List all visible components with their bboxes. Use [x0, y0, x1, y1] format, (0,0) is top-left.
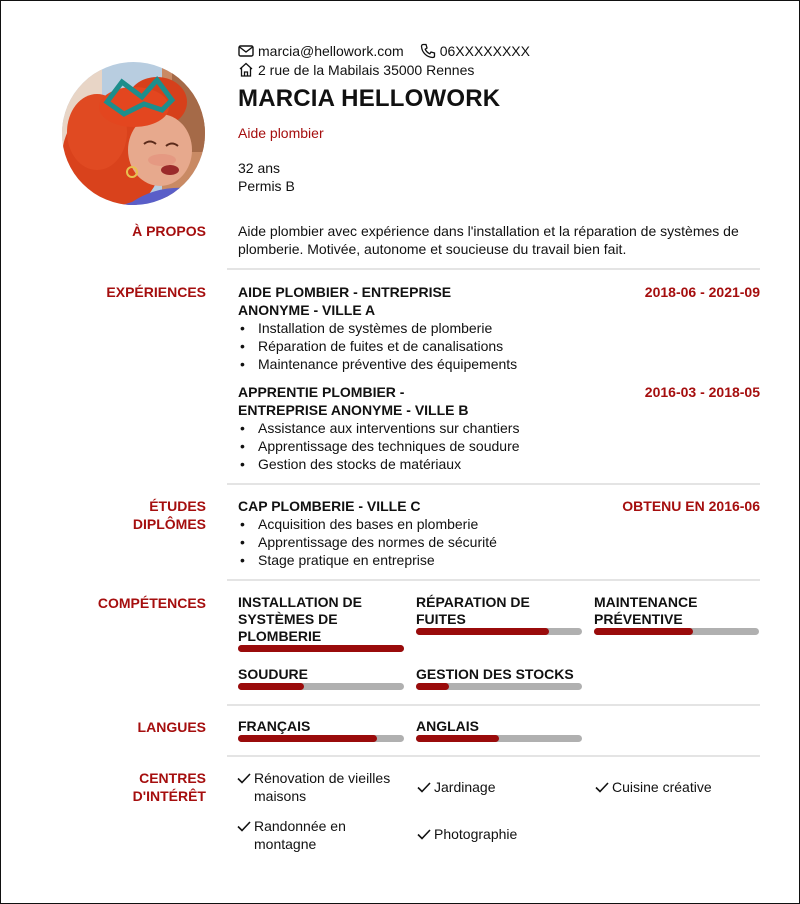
- interest-text: Jardinage: [434, 779, 496, 795]
- experience-date: 2016-03 - 2018-05: [644, 384, 760, 400]
- list-item: • Apprentissage des normes de sécurité: [258, 533, 760, 551]
- home-icon: [238, 62, 254, 77]
- education-date: OBTENU EN 2016-06: [622, 498, 760, 514]
- check-icon: [236, 818, 252, 834]
- interest-text: Photographie: [434, 826, 518, 842]
- interests-label: [1, 769, 206, 805]
- contact-block: [238, 41, 546, 79]
- interest-item: [236, 817, 386, 853]
- divider: [227, 483, 760, 485]
- email-item[interactable]: [238, 43, 404, 59]
- skill-bar: [238, 683, 404, 690]
- experience-title: APPRENTIE PLOMBIER - ENTREPRISE ANONYME - VILLE B: [238, 384, 469, 418]
- experiences-label: EXPÉRIENCES: [106, 284, 206, 300]
- skill-bar: [238, 645, 404, 652]
- skill-name: SOUDURE: [238, 666, 309, 682]
- list-item: • Apprentissage des techniques de soudure: [258, 437, 760, 455]
- phone-text: 06XXXXXXXX: [439, 42, 530, 59]
- experience-entry: [238, 283, 760, 373]
- skill-bar-fill: [238, 645, 404, 652]
- experience-entry: [238, 383, 760, 473]
- language-bar-fill: [416, 735, 499, 742]
- skill-bar-fill: [416, 628, 549, 635]
- experience-date: 2018-06 - 2021-09: [644, 284, 760, 300]
- about-label: À PROPOS: [132, 223, 206, 239]
- check-icon: [594, 779, 610, 795]
- skill-item: [594, 594, 760, 635]
- email-icon: [238, 44, 254, 58]
- job-title: Aide plombier: [238, 125, 324, 141]
- license-text: Permis B: [238, 178, 295, 194]
- list-item: • Stage pratique en entreprise: [258, 551, 760, 569]
- language-item: [416, 718, 582, 742]
- interest-text: Randonnée en montagne: [254, 818, 346, 852]
- divider: [227, 704, 760, 706]
- list-item: • Gestion des stocks de matériaux: [258, 455, 760, 473]
- candidate-name: MARCIA HELLOWORK: [238, 85, 501, 112]
- skill-bar: [416, 628, 582, 635]
- interests-label-line2: D'INTÉRÊT: [132, 788, 206, 804]
- language-bar: [238, 735, 404, 742]
- language-name: ANGLAIS: [416, 718, 479, 734]
- interest-item: [236, 769, 401, 805]
- divider: [227, 579, 760, 581]
- skill-bar: [416, 683, 582, 690]
- skill-item: [416, 594, 582, 635]
- interests-label-line1: CENTRES: [139, 770, 206, 786]
- phone-icon: [420, 43, 436, 59]
- skill-name: GESTION DES STOCKS: [416, 666, 574, 682]
- phone-item[interactable]: [420, 43, 530, 59]
- languages-label: LANGUES: [137, 719, 206, 735]
- email-text: marcia@hellowork.com: [258, 42, 404, 59]
- language-name: FRANÇAIS: [238, 718, 311, 734]
- language-item: [238, 718, 404, 742]
- avatar-illustration: [62, 62, 205, 205]
- profile-photo: [62, 62, 205, 205]
- list-item: • Réparation de fuites et de canalisations: [258, 337, 760, 355]
- address-item: [238, 62, 474, 78]
- skill-name: RÉPARATION DE FUITES: [416, 594, 530, 627]
- interest-text: Rénovation de vieilles maisons: [254, 770, 391, 804]
- list-item: • Assistance aux interventions sur chantiers: [258, 419, 760, 437]
- check-icon: [416, 779, 432, 795]
- list-item: • Acquisition des bases en plomberie: [258, 515, 760, 533]
- divider: [227, 268, 760, 270]
- education-label: [1, 497, 206, 533]
- about-text: Aide plombier avec expérience dans l'installation et la réparation de systèmes de plomberie. Motivée, autonome et soucieuse du travail bien fait.: [238, 223, 739, 257]
- check-icon: [416, 826, 432, 842]
- personal-info: [238, 159, 295, 195]
- education-label-line2: DIPLÔMES: [132, 516, 206, 532]
- experience-title: AIDE PLOMBIER - ENTREPRISE ANONYME - VILLE A: [238, 284, 452, 318]
- skill-item: [238, 594, 404, 652]
- skill-item: [416, 666, 582, 690]
- list-item: • Maintenance préventive des équipements: [258, 355, 760, 373]
- skill-bar-fill: [416, 683, 449, 690]
- age-text: 32 ans: [238, 160, 281, 176]
- language-bar: [416, 735, 582, 742]
- interest-item: [416, 778, 581, 796]
- language-bar-fill: [238, 735, 377, 742]
- check-icon: [236, 770, 252, 786]
- list-item: • Installation de systèmes de plomberie: [258, 319, 760, 337]
- skill-item: [238, 666, 404, 690]
- interest-item: [416, 825, 581, 843]
- skill-name: MAINTENANCE PRÉVENTIVE: [594, 594, 698, 627]
- skill-bar: [594, 628, 759, 635]
- skill-bar-fill: [238, 683, 304, 690]
- interest-text: Cuisine créative: [612, 779, 712, 795]
- skill-name: INSTALLATION DE SYSTÈMES DE PLOMBERIE: [238, 594, 362, 644]
- education-entry: [238, 497, 760, 569]
- divider: [227, 755, 760, 757]
- address-text: 2 rue de la Mabilais 35000 Rennes: [258, 61, 475, 78]
- skill-bar-fill: [594, 628, 693, 635]
- education-title: CAP PLOMBERIE - VILLE C: [238, 498, 421, 514]
- skills-label: COMPÉTENCES: [97, 595, 206, 611]
- education-label-line1: ÉTUDES: [149, 498, 206, 514]
- interest-item: [594, 778, 759, 796]
